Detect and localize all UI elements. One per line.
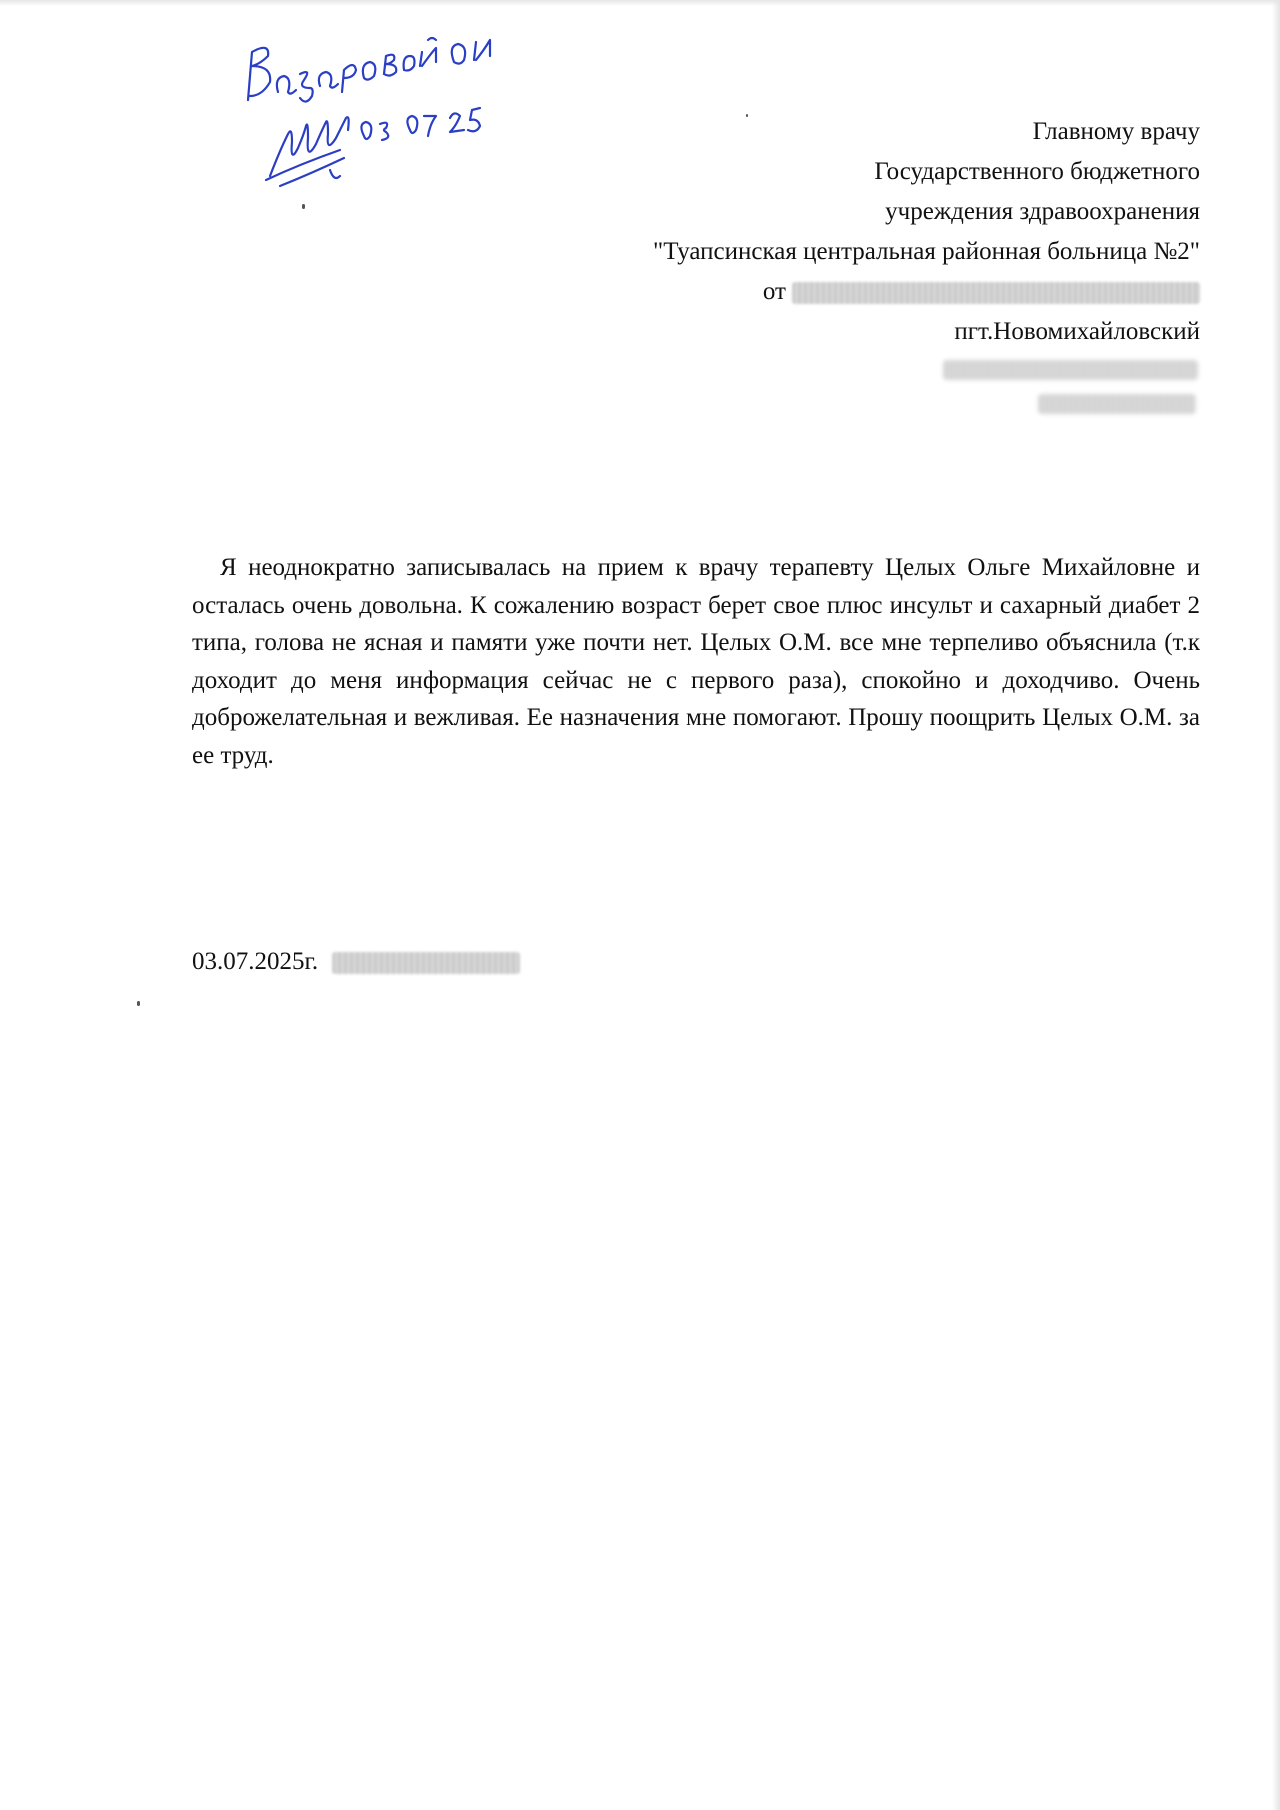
redacted-sender-name xyxy=(792,282,1200,304)
redacted-signature xyxy=(332,952,520,974)
scan-speck xyxy=(746,114,748,117)
addressee-line-3: учреждения здравоохранения xyxy=(885,198,1200,225)
scan-speck xyxy=(302,204,305,209)
signature-row xyxy=(192,942,520,982)
addressee-line-1: Главному врачу xyxy=(1032,118,1200,145)
from-label: от xyxy=(762,278,786,305)
letter-body: Я неоднократно записывалась на прием к врачу терапевту Целых Ольге Михайловне и осталась очень довольна. К сожалению возраст берет свое плюс инсульт и сахарный диабет 2 типа, голова не ясная и памяти уже почти нет. Целых О.М. все мне терпеливо объяснила (т.к доходит до меня информация сейчас не с первого раза), спокойно и доходчиво. Очень доброжелательная и вежливая. Ее назначения мне помогают. Прошу поощрить Целых О.М. за ее труд. xyxy=(192,554,1200,769)
scan-edge-top xyxy=(0,0,1280,6)
sender-line xyxy=(400,272,1200,312)
addressee-line-2: Государственного бюджетного xyxy=(874,158,1200,185)
redacted-address-line xyxy=(943,360,1198,380)
addressee-line-4: "Туапсинская центральная районная больница №2" xyxy=(653,238,1200,265)
addressee-block xyxy=(400,112,1200,352)
letter-date: 03.07.2025г. xyxy=(192,948,319,975)
redacted-phone-line xyxy=(1038,394,1196,414)
sender-locality: пгт.Новомихайловский xyxy=(954,318,1200,345)
scan-edge-right xyxy=(1272,0,1280,1810)
scan-speck xyxy=(137,1001,140,1006)
